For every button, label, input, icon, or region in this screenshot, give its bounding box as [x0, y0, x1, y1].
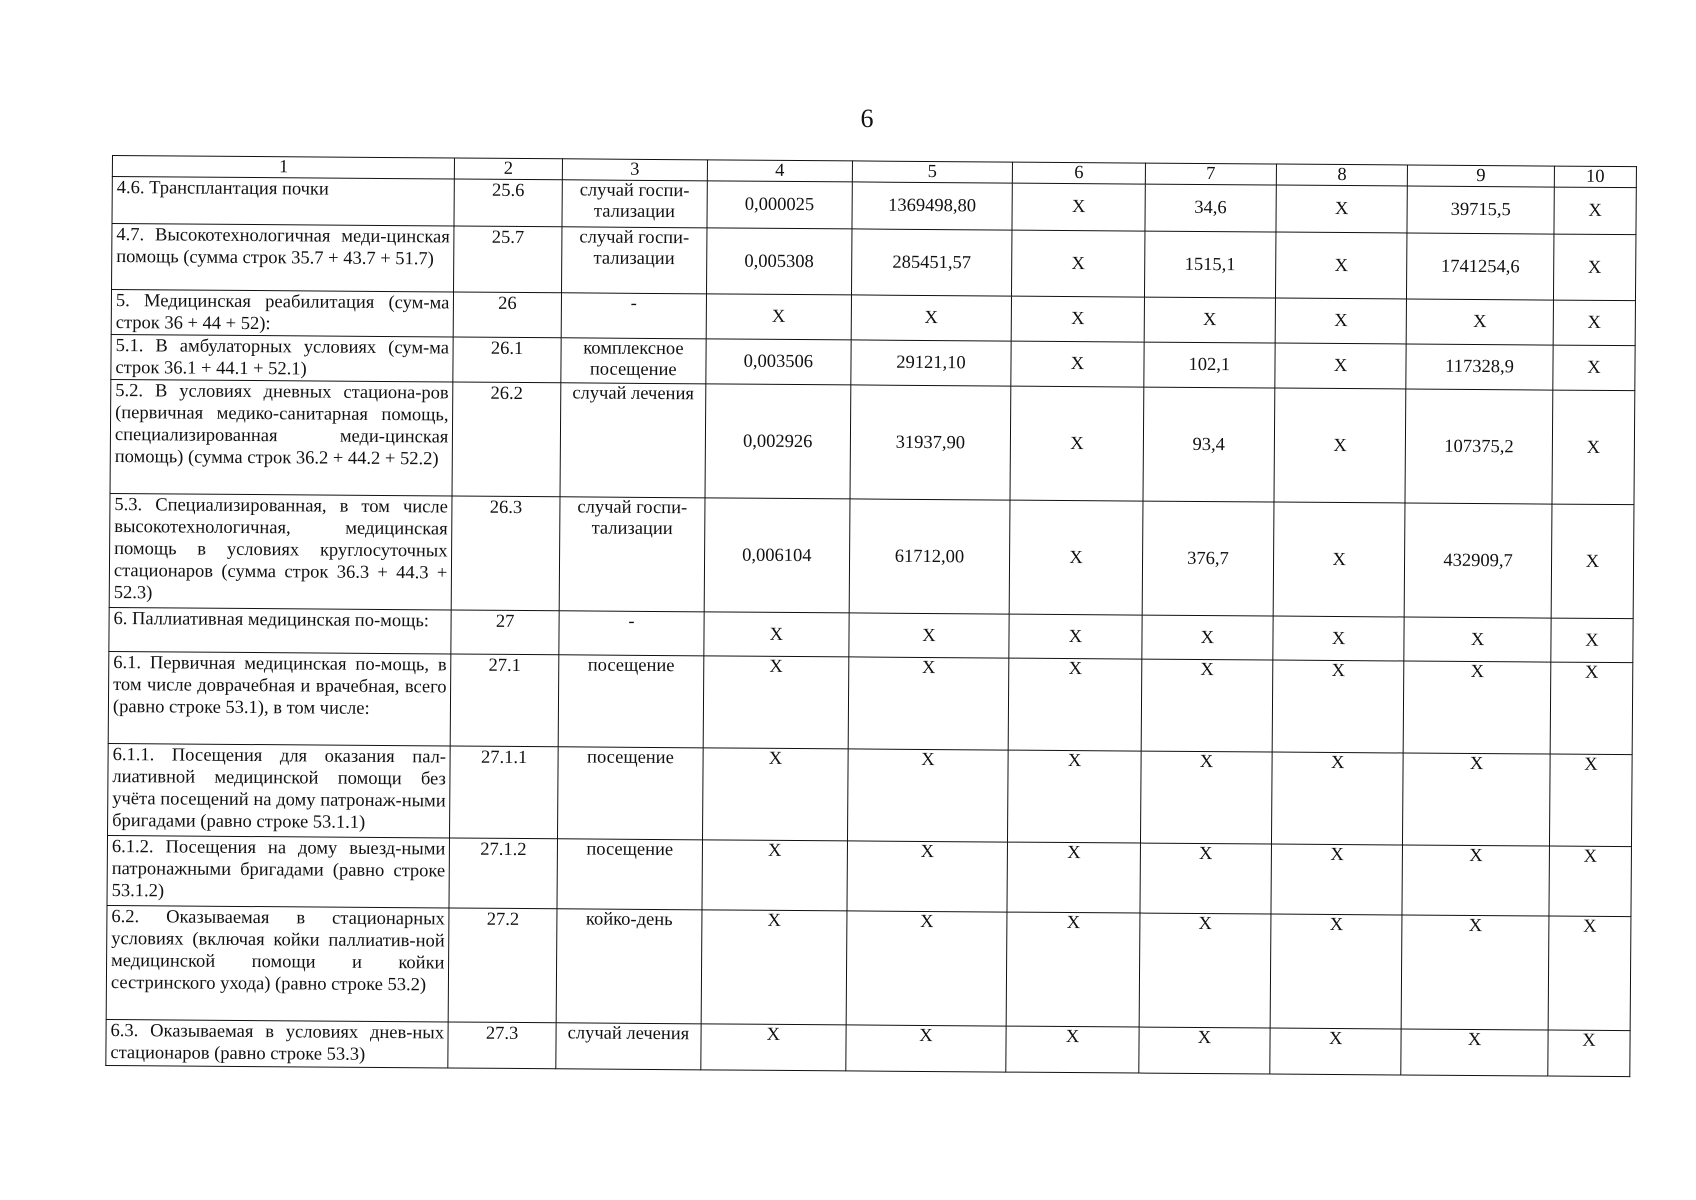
value-cell: 102,1	[1144, 342, 1276, 388]
value-cell: 1369498,80	[852, 182, 1013, 230]
value-cell: X	[1271, 844, 1403, 915]
value-cell: X	[1008, 750, 1141, 843]
table-row	[107, 835, 1631, 916]
row-number: 27.1.1	[450, 746, 558, 839]
value-cell: X	[1276, 185, 1408, 233]
value-cell: X	[1142, 615, 1274, 660]
table-row	[106, 905, 1631, 1030]
value-cell: 376,7	[1142, 501, 1274, 616]
value-cell: X	[846, 911, 1008, 1026]
column-header: 10	[1554, 166, 1636, 188]
value-cell: 0,005308	[707, 228, 852, 295]
unit-cell: посещение	[557, 747, 703, 840]
value-cell: X	[1551, 618, 1633, 663]
value-cell: 61712,00	[849, 499, 1011, 614]
table-row	[110, 379, 1635, 504]
value-cell: X	[1403, 661, 1550, 754]
value-cell: 107375,2	[1405, 389, 1552, 504]
value-cell: X	[1009, 658, 1142, 751]
row-label: 5.1. В амбулаторных условиях (сум-ма строк 36.1 + 44.1 + 52.1)	[111, 334, 454, 382]
value-cell: X	[1010, 500, 1143, 615]
value-cell: X	[847, 749, 1008, 842]
value-cell: X	[1401, 1029, 1548, 1076]
value-cell: X	[1548, 916, 1631, 1031]
value-cell: X	[1554, 187, 1636, 235]
value-cell: X	[851, 295, 1012, 341]
column-header: 5	[852, 161, 1013, 183]
row-number: 27.3	[448, 1022, 556, 1069]
row-label: 5.3. Специализированная, в том числе высокотехнологичная, медицинская помощь в условиях круглосуточных стационаров (сумма строк 36.3 + 44.3 + 52.3)	[109, 493, 452, 610]
value-cell: X	[1274, 388, 1406, 503]
value-cell: X	[1141, 659, 1273, 752]
value-cell: X	[1404, 617, 1551, 662]
value-cell: 31937,90	[850, 385, 1012, 500]
value-cell: X	[1270, 914, 1402, 1029]
value-cell: 1515,1	[1144, 231, 1276, 298]
row-number: 26.3	[452, 496, 560, 611]
value-cell: 1741254,6	[1407, 233, 1554, 300]
unit-cell: посещение	[557, 839, 703, 910]
unit-cell: посещение	[558, 655, 704, 748]
column-header: 1	[112, 156, 455, 180]
table-row	[108, 651, 1633, 754]
value-cell: X	[701, 910, 846, 1025]
row-label: 6. Паллиативная медицинская по-мощь:	[109, 607, 452, 654]
row-number: 25.6	[454, 179, 562, 227]
unit-cell: -	[561, 293, 707, 339]
value-cell: X	[1275, 232, 1407, 299]
unit-cell: случай лечения	[560, 383, 706, 498]
value-cell: X	[704, 612, 849, 657]
value-cell: X	[847, 841, 1008, 912]
value-cell: X	[702, 840, 847, 911]
row-number: 27.1	[451, 654, 559, 747]
unit-cell: случай лечения	[555, 1023, 701, 1070]
column-header: 3	[562, 159, 708, 181]
value-cell: X	[848, 613, 1009, 658]
value-cell: X	[1275, 343, 1407, 389]
value-cell: X	[1139, 913, 1271, 1028]
page-number: 6	[860, 104, 874, 133]
row-number: 26.1	[453, 337, 561, 383]
value-cell: 0,002926	[705, 384, 850, 499]
value-cell: X	[703, 748, 848, 841]
column-header: 7	[1145, 163, 1276, 185]
column-header: 2	[455, 158, 562, 180]
row-label: 6.1.1. Посещения для оказания пал-лиативной медицинской помощи без учёта посещений на дому патронаж-ными бригадами (равно строке 53.1.1)	[108, 743, 451, 838]
value-cell: X	[701, 1024, 846, 1071]
row-number: 26	[454, 292, 562, 338]
value-cell: X	[1012, 296, 1145, 342]
value-cell: X	[1553, 300, 1635, 346]
row-number: 26.2	[452, 382, 560, 497]
value-cell: X	[1552, 390, 1635, 505]
value-cell: X	[1551, 504, 1634, 619]
column-header: 4	[707, 160, 852, 182]
unit-cell: койко-день	[556, 909, 702, 1024]
row-label: 6.1.2. Посещения на дому выезд-ными патронажными бригадами (равно строке 53.1.2)	[107, 835, 450, 908]
document-table-sheet	[105, 155, 1637, 1077]
value-cell: X	[1273, 616, 1405, 661]
value-cell: X	[1549, 846, 1632, 917]
row-number: 27	[451, 610, 559, 655]
column-header: 8	[1276, 164, 1407, 186]
row-label: 6.3. Оказываемая в условиях днев-ных стационаров (равно строке 53.3)	[106, 1019, 449, 1068]
value-cell: X	[845, 1025, 1006, 1072]
value-cell: X	[1553, 345, 1635, 391]
unit-cell: случай госпи-тализации	[562, 180, 708, 228]
value-cell: X	[1403, 753, 1550, 846]
value-cell: X	[1140, 751, 1272, 844]
unit-cell: случай госпи-тализации	[559, 497, 705, 612]
value-cell: 432909,7	[1404, 503, 1551, 618]
value-cell: 0,006104	[704, 498, 849, 613]
row-number: 25.7	[454, 226, 562, 293]
row-label: 4.7. Высокотехнологичная меди-цинская помощь (сумма строк 35.7 + 43.7 + 51.7)	[112, 224, 455, 293]
value-cell: X	[1139, 1027, 1271, 1074]
unit-cell: комплексное посещение	[560, 338, 706, 384]
value-cell: X	[1275, 298, 1407, 344]
row-number: 27.2	[449, 908, 557, 1023]
value-cell: 34,6	[1145, 184, 1277, 232]
column-header: 9	[1408, 165, 1555, 187]
table-row	[112, 224, 1636, 301]
value-cell: X	[1549, 754, 1632, 847]
value-cell: X	[1401, 915, 1548, 1030]
value-cell: 93,4	[1143, 387, 1275, 502]
value-cell: X	[848, 657, 1009, 750]
value-cell: X	[1144, 297, 1276, 343]
value-cell: X	[1548, 1030, 1630, 1077]
value-cell: X	[1007, 842, 1140, 913]
value-cell: X	[1272, 660, 1404, 753]
unit-cell: -	[558, 611, 704, 656]
value-cell: X	[1006, 912, 1139, 1027]
value-cell: 285451,57	[851, 229, 1012, 296]
value-cell: X	[1273, 502, 1405, 617]
value-cell: 39715,5	[1407, 186, 1554, 234]
value-cell: X	[703, 656, 848, 749]
value-cell: X	[1006, 1026, 1139, 1073]
column-header: 6	[1013, 162, 1146, 184]
table-row	[106, 1019, 1630, 1076]
value-cell: X	[1553, 234, 1636, 301]
value-cell: X	[1011, 341, 1144, 387]
value-cell: X	[1270, 1028, 1402, 1075]
value-cell: X	[1406, 299, 1553, 345]
value-cell: X	[1271, 752, 1403, 845]
value-cell: 29121,10	[850, 340, 1011, 386]
value-cell: X	[1550, 662, 1633, 755]
row-label: 6.1. Первичная медицинская по-мощь, в том числе доврачебная и врачебная, всего (равно строке 53.1), в том числе:	[108, 651, 451, 746]
row-label: 4.6. Трансплантация почки	[112, 177, 455, 227]
data-table	[105, 155, 1637, 1077]
value-cell: X	[1402, 845, 1549, 916]
table-row	[109, 493, 1634, 618]
value-cell: X	[1012, 183, 1145, 231]
row-label: 5. Медицинская реабилитация (сум-ма строк 36 + 44 + 52):	[111, 290, 454, 338]
value-cell: X	[706, 294, 851, 340]
value-cell: 0,003506	[706, 339, 851, 385]
value-cell: X	[1009, 614, 1142, 659]
value-cell: 0,000025	[707, 181, 852, 229]
row-label: 5.2. В условиях дневных стациона-ров (первичная медико-санитарная помощь, специализированная меди-цинская помощь) (сумма строк 36.2 + 44.2 + 52.2)	[110, 379, 453, 496]
value-cell: X	[1010, 386, 1143, 501]
row-number: 27.1.2	[449, 838, 557, 909]
value-cell: X	[1140, 843, 1272, 914]
unit-cell: случай госпи-тализации	[561, 227, 707, 294]
row-label: 6.2. Оказываемая в стационарных условиях (включая койки паллиатив-ной медицинской помощи и койки сестринского ухода) (равно строке 53.2)	[106, 905, 449, 1022]
table-row	[108, 743, 1633, 846]
value-cell: X	[1012, 230, 1145, 297]
value-cell: 117328,9	[1406, 344, 1553, 390]
